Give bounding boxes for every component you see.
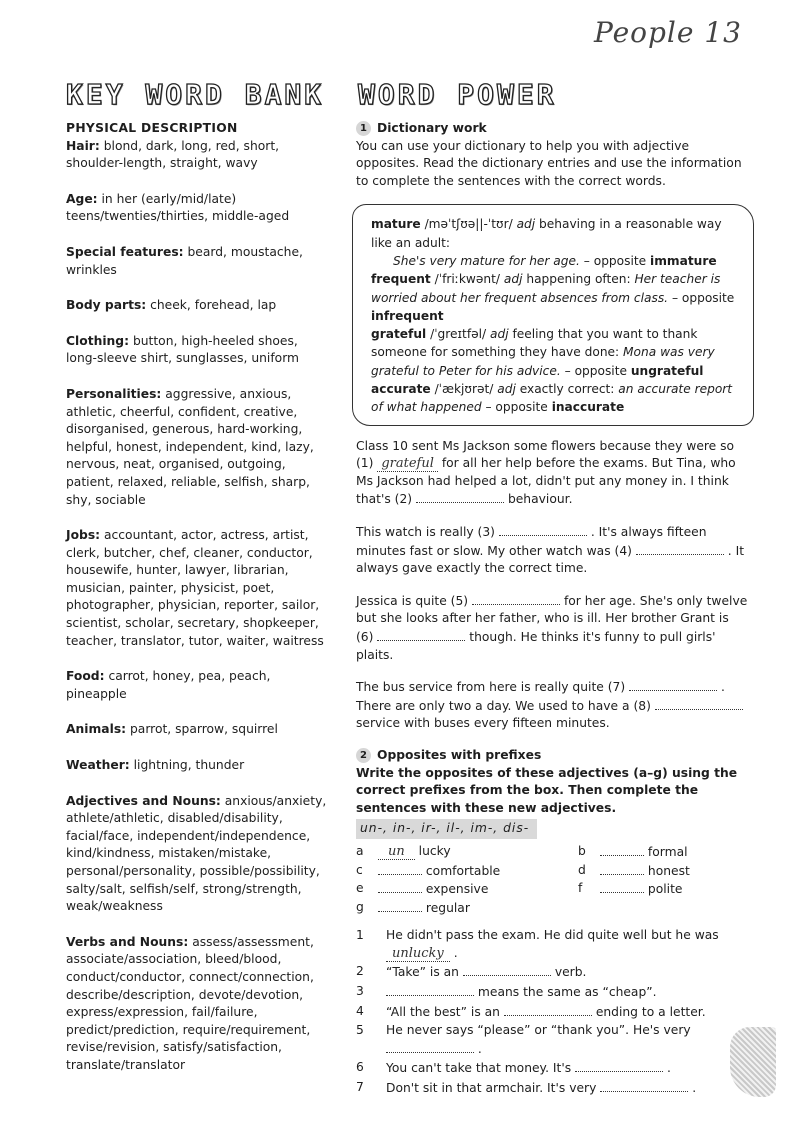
dict-entry-frequent bbox=[371, 270, 739, 325]
answer-blank-4[interactable] bbox=[636, 542, 724, 555]
sentence-number: 5 bbox=[356, 1023, 364, 1038]
kw-section bbox=[66, 668, 330, 703]
opposite-word: immature bbox=[650, 253, 717, 268]
kw-heading: Personalities: bbox=[66, 386, 162, 401]
answer-blank-2[interactable] bbox=[416, 490, 504, 503]
paragraph-text: This watch is really (3) bbox=[356, 525, 495, 540]
sentence-text: You can't take that money. It's bbox=[386, 1061, 572, 1076]
answer-blank-3[interactable] bbox=[499, 523, 587, 536]
opposite-word: ungrateful bbox=[630, 363, 704, 378]
paragraph-text: The bus service from here is really quite (7) bbox=[356, 680, 626, 695]
item-letter: g bbox=[356, 899, 364, 914]
prefix-blank[interactable] bbox=[600, 843, 644, 856]
handwritten-answer[interactable]: unlucky bbox=[386, 946, 450, 962]
kw-text: carrot, honey, pea, peach, pineapple bbox=[66, 669, 271, 701]
page-header: People 13 bbox=[594, 16, 742, 49]
sentence-text: means the same as “cheap”. bbox=[477, 985, 657, 1000]
headword: mature bbox=[371, 217, 421, 232]
prefix-blank[interactable] bbox=[378, 862, 422, 875]
kw-text: parrot, sparrow, squirrel bbox=[129, 722, 278, 737]
definition: behaving in a reasonable way like an adult: bbox=[371, 217, 722, 250]
kw-section bbox=[66, 191, 330, 226]
part-of-speech: adj bbox=[497, 382, 516, 397]
sentence-number: 2 bbox=[356, 964, 364, 979]
adjective-word: honest bbox=[647, 863, 690, 878]
item-letter: b bbox=[578, 843, 586, 858]
part-of-speech: adj bbox=[490, 327, 509, 342]
kw-text: accountant, actor, actress, artist, clerk, butcher, chef, cleaner, conductor, housewife, hunter, lawyer, librarian, musician, painter, physicist, poet, photographer, physician, reporter, sailor, scientist, scholar, secretary, shopkeeper, teacher, translator, tutor, waiter, waitress bbox=[66, 528, 324, 648]
prefix-blank[interactable] bbox=[378, 899, 422, 912]
kw-text: anxious/anxiety, athlete/athletic, disabled/disability, facial/face, independent/independence, kind/kindness, mistaken/mistake, personal/personality, possible/possibility, salty/salt, selfish/self, strong/strength, weak/weakness bbox=[66, 793, 327, 914]
dict-entry-mature bbox=[371, 215, 739, 270]
dict-entry-grateful bbox=[371, 325, 739, 380]
part-of-speech: adj bbox=[503, 272, 523, 287]
prefix-box: un-, in-, ir-, il-, im-, dis- bbox=[356, 819, 537, 839]
sentence-row bbox=[356, 1079, 748, 1098]
kw-heading: Adjectives and Nouns: bbox=[66, 793, 221, 808]
sentence-text: He didn't pass the exam. He did quite well but he was bbox=[386, 928, 719, 943]
pronunciation: /məˈtʃʊə||-ˈtʊr/ bbox=[424, 217, 513, 232]
adjective-word: formal bbox=[647, 844, 688, 859]
kw-section bbox=[66, 793, 330, 916]
adjective-word: regular bbox=[425, 900, 470, 915]
word-power bbox=[356, 120, 748, 1099]
paragraph-text: behaviour. bbox=[507, 492, 573, 507]
kw-heading: Clothing: bbox=[66, 333, 130, 348]
adjective-word: comfortable bbox=[425, 863, 501, 878]
kw-heading: Hair: bbox=[66, 138, 100, 153]
exercise-2-heading: Opposites with prefixes bbox=[377, 747, 542, 762]
sentence-row bbox=[356, 1003, 748, 1022]
exercise-1-heading: Dictionary work bbox=[377, 121, 487, 135]
adjective-word: expensive bbox=[425, 882, 489, 897]
answer-blank[interactable] bbox=[600, 1079, 688, 1092]
sentence-text: “All the best” is an bbox=[386, 1004, 500, 1019]
paragraph-text: though. He thinks it's funny to pull girls' plaits. bbox=[356, 629, 716, 662]
dict-entry-accurate bbox=[371, 380, 739, 417]
adjective-list bbox=[356, 843, 748, 917]
adjective-item-a bbox=[378, 843, 578, 862]
sentence-number: 6 bbox=[356, 1060, 364, 1075]
adjective-word: lucky bbox=[418, 843, 451, 858]
sentence-text: verb. bbox=[554, 965, 587, 980]
adjective-word: polite bbox=[647, 882, 683, 897]
kw-text: aggressive, anxious, athletic, cheerful, confident, creative, disorganised, generous, hard-working, helpful, honest, independent, kind, lazy, nervous, neat, organised, outgoing, patient, relaxed, reliable, selfish, sharp, shy, sociable bbox=[66, 386, 314, 507]
definition: feeling that you want to thank someone for something they have done: bbox=[371, 327, 698, 360]
kw-heading: Animals: bbox=[66, 722, 127, 737]
paragraph-text: Jessica is quite (5) bbox=[356, 593, 469, 608]
word-power-title: WORD POWER bbox=[358, 78, 557, 111]
kw-text: in her (early/mid/late) teens/twenties/thirties, middle-aged bbox=[66, 191, 290, 224]
definition: happening often: bbox=[526, 272, 631, 287]
exercise-number-icon: 1 bbox=[356, 121, 371, 136]
kw-section bbox=[66, 721, 330, 739]
ex1-paragraph-4 bbox=[356, 678, 748, 733]
kw-section bbox=[66, 934, 330, 1075]
sentence-text: He never says “please” or “thank you”. He's very bbox=[386, 1023, 691, 1038]
sentence-text: Don't sit in that armchair. It's very bbox=[386, 1081, 597, 1096]
sentence-number: 7 bbox=[356, 1080, 364, 1095]
sentence-row bbox=[356, 1022, 748, 1058]
sentence-text: . bbox=[692, 1081, 697, 1096]
answer-blank-7[interactable] bbox=[629, 678, 717, 691]
adjective-item-c bbox=[378, 862, 578, 881]
sentence-row bbox=[356, 927, 748, 962]
paragraph-text: Class 10 sent Ms Jackson some flowers because they were so (1) bbox=[356, 438, 735, 471]
exercise-1-title bbox=[356, 120, 748, 138]
prefix-blank[interactable] bbox=[600, 880, 644, 893]
answer-blank[interactable] bbox=[575, 1059, 663, 1072]
kw-text: lightning, thunder bbox=[133, 758, 245, 773]
headword: accurate bbox=[371, 382, 431, 397]
kw-heading: Weather: bbox=[66, 758, 130, 773]
sentence-text: . bbox=[477, 1041, 482, 1056]
dictionary-box bbox=[352, 204, 754, 425]
answer-blank[interactable] bbox=[386, 983, 474, 996]
item-letter: e bbox=[356, 881, 364, 896]
sentence-number: 4 bbox=[356, 1003, 364, 1018]
kw-heading: Age: bbox=[66, 191, 98, 206]
item-letter: a bbox=[356, 843, 364, 858]
kw-heading: Food: bbox=[66, 669, 105, 684]
page-corner-decoration-icon bbox=[730, 1027, 776, 1097]
part-of-speech: adj bbox=[516, 217, 536, 232]
paragraph-text: . It always gave exactly the correct time. bbox=[356, 543, 745, 576]
kw-text: button, high-heeled shoes, long-sleeve shirt, sunglasses, uniform bbox=[66, 333, 300, 366]
kw-section bbox=[66, 527, 330, 650]
sentence-number: 1 bbox=[356, 928, 364, 943]
key-word-bank bbox=[66, 120, 330, 1093]
sentence-row bbox=[356, 1059, 748, 1078]
opposite-label: – opposite bbox=[671, 290, 735, 305]
kw-section bbox=[66, 138, 330, 173]
kw-section bbox=[66, 297, 330, 315]
item-letter: f bbox=[578, 881, 583, 896]
kw-section bbox=[66, 386, 330, 509]
kw-text: beard, moustache, wrinkles bbox=[66, 244, 303, 277]
pronunciation: /ˈækjʊrət/ bbox=[434, 382, 494, 397]
prefix-blank[interactable] bbox=[378, 880, 422, 893]
sentence-list bbox=[356, 927, 748, 1097]
exercise-2-instructions: Write the opposites of these adjectives (a–g) using the correct prefixes from the box. Then complete the sentences with these new adjectives. bbox=[356, 765, 738, 815]
sentence-text: . bbox=[453, 945, 458, 960]
opposite-label: – opposite bbox=[485, 400, 548, 415]
sentence-text: “Take” is an bbox=[386, 965, 459, 980]
paragraph-text: for all her help before the exams. But Tina, who Ms Jackson had helped a lot, didn't put any money in. I think that's (2) bbox=[356, 456, 736, 507]
kw-heading: Special features: bbox=[66, 244, 184, 259]
paragraph-text: for her age. She's only twelve but she looks after her father, who is ill. Her brother Grant is (6) bbox=[356, 593, 748, 644]
opposite-label: – opposite bbox=[583, 253, 647, 268]
answer-blank-8[interactable] bbox=[655, 697, 743, 710]
prefix-blank[interactable] bbox=[600, 862, 644, 875]
adjective-item-f bbox=[600, 880, 740, 899]
ex1-paragraph-1 bbox=[356, 438, 748, 509]
opposite-word: infrequent bbox=[371, 308, 444, 323]
ex1-paragraph-2 bbox=[356, 523, 748, 578]
sentence-text: ending to a letter. bbox=[595, 1004, 706, 1019]
kw-heading: Verbs and Nouns: bbox=[66, 934, 189, 949]
adjective-item-g bbox=[378, 899, 578, 918]
kw-text: cheek, forehead, lap bbox=[150, 298, 277, 313]
kw-heading: Body parts: bbox=[66, 298, 147, 313]
definition: exactly correct: bbox=[519, 382, 615, 397]
kw-text: blond, dark, long, red, short, shoulder-length, straight, wavy bbox=[66, 138, 280, 171]
answer-blank[interactable] bbox=[386, 1040, 474, 1053]
exercise-1-instructions: You can use your dictionary to help you with adjective opposites. Read the dictionary entries and use the information to complete the sentences with the correct words. bbox=[356, 138, 742, 188]
kw-text: assess/assessment, associate/association, bleed/blood, conduct/conductor, connect/connection, describe/description, devote/devotion, express/expression, fail/failure, predict/prediction, require/requirement, revise/revision, satisfy/satisfaction, translate/translator bbox=[66, 934, 314, 1072]
key-word-bank-title: KEY WORD BANK bbox=[66, 78, 325, 111]
handwritten-prefix[interactable]: un bbox=[378, 844, 415, 860]
opposite-word: inaccurate bbox=[551, 400, 625, 415]
pronunciation: /ˈfriːkwənt/ bbox=[434, 272, 501, 287]
answer-blank-5[interactable] bbox=[472, 592, 560, 605]
example: She's very mature for her age. bbox=[393, 253, 580, 268]
kw-section bbox=[66, 757, 330, 775]
answer-blank[interactable] bbox=[463, 963, 551, 976]
paragraph-text: . There are only two a day. We used to have a (8) bbox=[356, 680, 725, 713]
kw-section bbox=[66, 244, 330, 279]
adjective-item-b bbox=[600, 843, 740, 862]
pronunciation: /ˈgreɪtfəl/ bbox=[430, 327, 487, 342]
item-letter: c bbox=[356, 862, 363, 877]
exercise-2-title bbox=[356, 747, 748, 765]
kw-section bbox=[66, 333, 330, 368]
physical-description-heading: PHYSICAL DESCRIPTION bbox=[66, 121, 238, 135]
example: Her teacher is worried about her frequent absences from class. bbox=[371, 272, 721, 305]
sentence-row bbox=[356, 983, 748, 1002]
adjective-item-e bbox=[378, 880, 578, 899]
ex1-paragraph-3 bbox=[356, 592, 748, 664]
headword: grateful bbox=[371, 327, 427, 342]
answer-blank-6[interactable] bbox=[377, 628, 465, 641]
kw-heading: Jobs: bbox=[66, 528, 101, 543]
example: Mona was very grateful to Peter for his advice. bbox=[371, 345, 715, 378]
opposite-label: – opposite bbox=[564, 363, 627, 378]
sentence-text: . bbox=[666, 1061, 671, 1076]
adjective-item-d bbox=[600, 862, 740, 881]
exercise-number-icon: 2 bbox=[356, 748, 371, 763]
paragraph-text: service with buses every fifteen minutes. bbox=[356, 716, 610, 731]
headword: frequent bbox=[371, 272, 431, 287]
item-letter: d bbox=[578, 862, 586, 877]
sentence-number: 3 bbox=[356, 984, 364, 999]
handwritten-answer[interactable]: grateful bbox=[377, 456, 438, 472]
example: an accurate report of what happened bbox=[371, 382, 733, 415]
paragraph-text: . It's always fifteen minutes fast or slow. My other watch was (4) bbox=[356, 525, 707, 558]
answer-blank[interactable] bbox=[504, 1003, 592, 1016]
sentence-row bbox=[356, 963, 748, 982]
